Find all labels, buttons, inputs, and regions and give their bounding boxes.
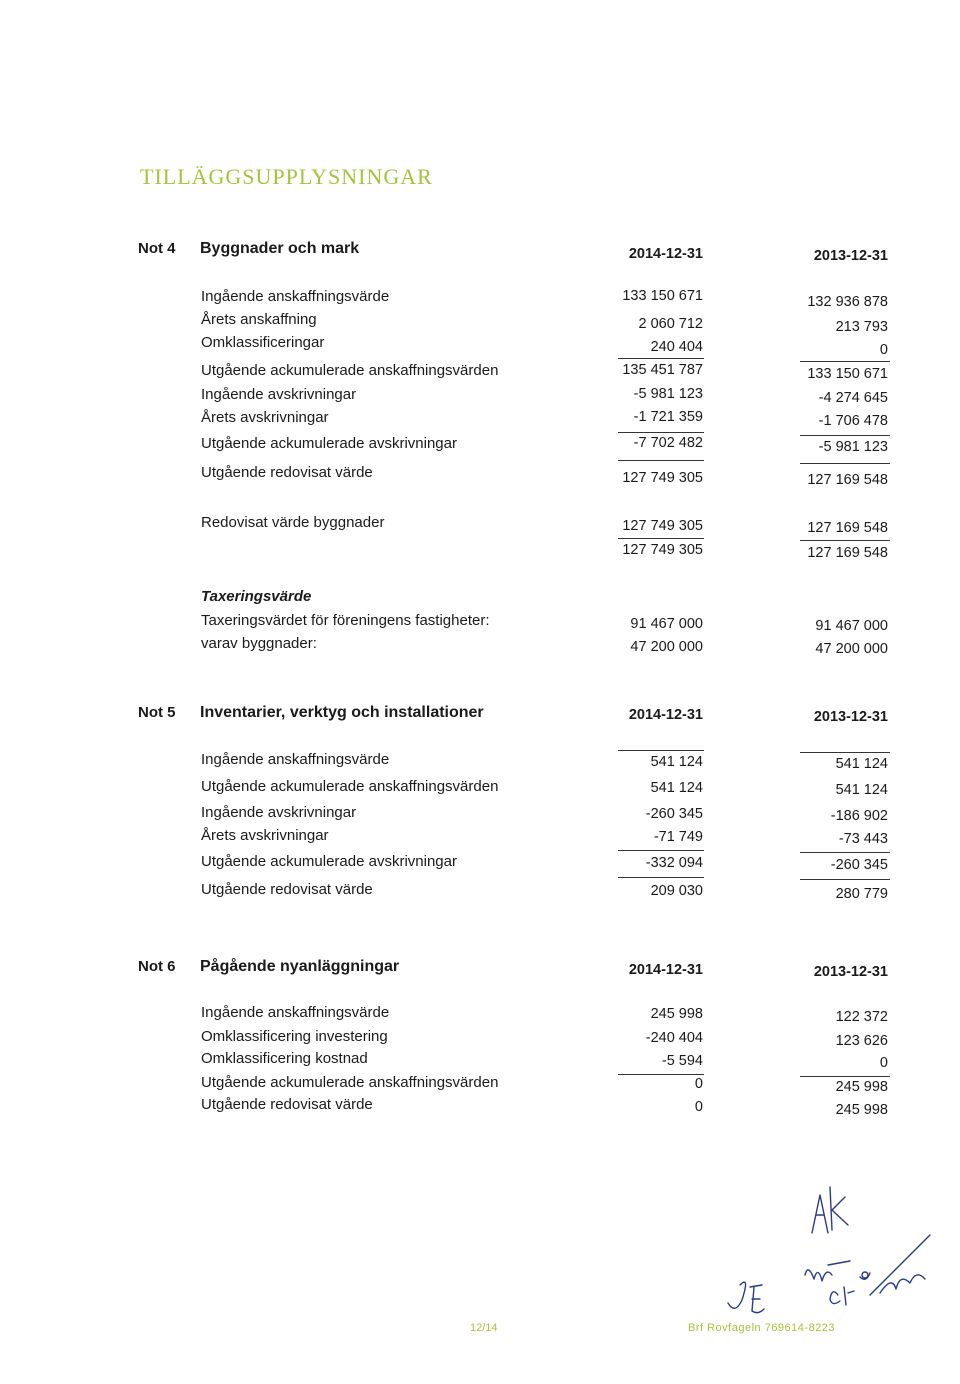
column-header-2013: 2013-12-31 — [813, 709, 888, 725]
value-2013: 541 124 — [835, 782, 888, 798]
page-number: 12/14 — [470, 1322, 498, 1334]
value-2014: 133 150 671 — [622, 288, 703, 304]
note-4 — [0, 240, 960, 670]
table-row — [0, 542, 960, 564]
value-2013: 123 626 — [835, 1033, 888, 1049]
note-header — [0, 240, 960, 266]
sum-line — [618, 877, 704, 878]
value-2014: 47 200 000 — [630, 639, 703, 655]
value-2014: 240 404 — [650, 339, 703, 355]
table-row — [0, 311, 960, 333]
value-2013: -260 345 — [830, 857, 888, 873]
table-row — [0, 1050, 960, 1072]
value-2014: 541 124 — [650, 754, 703, 770]
row-label: varav byggnader: — [201, 635, 317, 652]
value-2013: 127 169 548 — [807, 545, 888, 561]
organization-footer: Brf Rovfageln 769614-8223 — [688, 1322, 836, 1334]
note-number: Not 6 — [138, 958, 176, 975]
value-2013: -5 981 123 — [818, 439, 888, 455]
note-number: Not 4 — [138, 240, 176, 257]
value-2014: 127 749 305 — [622, 518, 703, 534]
table-row — [0, 464, 960, 486]
table-row — [0, 362, 960, 384]
value-2014: -240 404 — [645, 1030, 703, 1046]
table-row — [0, 514, 960, 536]
row-label: Ingående avskrivningar — [201, 804, 357, 821]
subheading-taxeringsvarde: Taxeringsvärde — [201, 588, 312, 605]
value-2013: 280 779 — [835, 886, 888, 902]
value-2014: -5 981 123 — [633, 386, 703, 402]
value-2013: 0 — [879, 342, 888, 358]
row-label: Utgående ackumulerade anskaffningsvärden — [201, 1074, 499, 1091]
row-label: Redovisat värde byggnader — [201, 514, 385, 531]
table-row — [0, 1074, 960, 1096]
column-header-2014: 2014-12-31 — [628, 246, 703, 262]
row-label: Omklassificering investering — [201, 1028, 388, 1045]
value-2014: -71 749 — [653, 829, 703, 845]
sum-line — [618, 358, 704, 359]
table-row — [0, 386, 960, 408]
row-label: Omklassificering kostnad — [201, 1050, 368, 1067]
row-label: Utgående redovisat värde — [201, 464, 373, 481]
column-header-2014: 2014-12-31 — [628, 707, 703, 723]
value-2014: 127 749 305 — [622, 542, 703, 558]
value-2014: 135 451 787 — [622, 362, 703, 378]
value-2013: 245 998 — [835, 1079, 888, 1095]
value-2013: 0 — [879, 1055, 888, 1071]
sum-line — [618, 538, 704, 539]
column-header-2013: 2013-12-31 — [813, 248, 888, 264]
table-row — [0, 751, 960, 773]
note-5 — [0, 704, 960, 914]
table-row — [0, 778, 960, 800]
column-header-2013: 2013-12-31 — [813, 964, 888, 980]
sum-line — [800, 879, 890, 880]
value-2013: -186 902 — [830, 808, 888, 824]
value-2013: -73 443 — [838, 831, 888, 847]
row-label: Årets avskrivningar — [201, 827, 329, 844]
note-title: Byggnader och mark — [200, 240, 360, 257]
note-number: Not 5 — [138, 704, 176, 721]
table-row — [0, 853, 960, 875]
value-2013: 127 169 548 — [807, 472, 888, 488]
note-title: Inventarier, verktyg och installationer — [200, 704, 484, 721]
note-title: Pågående nyanläggningar — [200, 958, 400, 975]
page-title: TILLÄGGSUPPLYSNINGAR — [140, 164, 433, 189]
sum-line — [618, 460, 704, 461]
table-row — [0, 435, 960, 457]
table-row — [0, 334, 960, 356]
value-2013: -4 274 645 — [818, 390, 888, 406]
value-2014: 2 060 712 — [638, 316, 703, 332]
value-2013: 132 936 878 — [807, 294, 888, 310]
value-2014: 209 030 — [650, 883, 703, 899]
table-row — [0, 881, 960, 903]
row-label: Årets avskrivningar — [201, 409, 329, 426]
row-label: Utgående redovisat värde — [201, 881, 373, 898]
table-row — [0, 827, 960, 849]
table-row — [0, 612, 960, 634]
value-2013: 91 467 000 — [815, 618, 888, 634]
value-2013: 541 124 — [835, 756, 888, 772]
column-header-2014: 2014-12-31 — [628, 962, 703, 978]
note-header — [0, 704, 960, 730]
value-2013: 213 793 — [835, 319, 888, 335]
value-2013: 127 169 548 — [807, 520, 888, 536]
table-row — [0, 1004, 960, 1026]
table-row — [0, 1096, 960, 1118]
note-6 — [0, 958, 960, 1128]
value-2014: -1 721 359 — [633, 409, 703, 425]
value-2014: 0 — [694, 1099, 703, 1115]
value-2014: -332 094 — [645, 855, 703, 871]
row-label: Årets anskaffning — [201, 311, 317, 328]
row-label: Utgående ackumulerade avskrivningar — [201, 853, 457, 870]
row-label: Ingående anskaffningsvärde — [201, 1004, 390, 1021]
table-row — [0, 635, 960, 657]
sum-line — [800, 540, 890, 541]
value-2014: -260 345 — [645, 806, 703, 822]
table-row — [0, 409, 960, 431]
value-2013: 245 998 — [835, 1102, 888, 1118]
row-label: Utgående redovisat värde — [201, 1096, 373, 1113]
row-label: Omklassificeringar — [201, 334, 325, 351]
row-label: Taxeringsvärdet för föreningens fastigheter: — [201, 612, 490, 629]
table-row — [0, 1028, 960, 1050]
sum-line — [618, 432, 704, 433]
handwritten-signatures — [720, 1175, 950, 1325]
value-2014: 245 998 — [650, 1006, 703, 1022]
value-2014: 0 — [694, 1076, 703, 1092]
row-label: Ingående avskrivningar — [201, 386, 357, 403]
value-2013: 122 372 — [835, 1009, 888, 1025]
sum-line — [618, 850, 704, 851]
note-header — [0, 958, 960, 984]
row-label: Utgående ackumulerade anskaffningsvärden — [201, 362, 499, 379]
value-2014: 91 467 000 — [630, 616, 703, 632]
table-row — [0, 804, 960, 826]
value-2014: 127 749 305 — [622, 470, 703, 486]
value-2014: 541 124 — [650, 780, 703, 796]
value-2013: 47 200 000 — [815, 641, 888, 657]
row-label: Ingående anskaffningsvärde — [201, 751, 390, 768]
table-row — [0, 288, 960, 310]
value-2014: -5 594 — [661, 1053, 703, 1069]
row-label: Ingående anskaffningsvärde — [201, 288, 390, 305]
value-2014: -7 702 482 — [633, 435, 703, 451]
value-2013: 133 150 671 — [807, 366, 888, 382]
row-label: Utgående ackumulerade avskrivningar — [201, 435, 457, 452]
value-2013: -1 706 478 — [818, 413, 888, 429]
row-label: Utgående ackumulerade anskaffningsvärden — [201, 778, 499, 795]
